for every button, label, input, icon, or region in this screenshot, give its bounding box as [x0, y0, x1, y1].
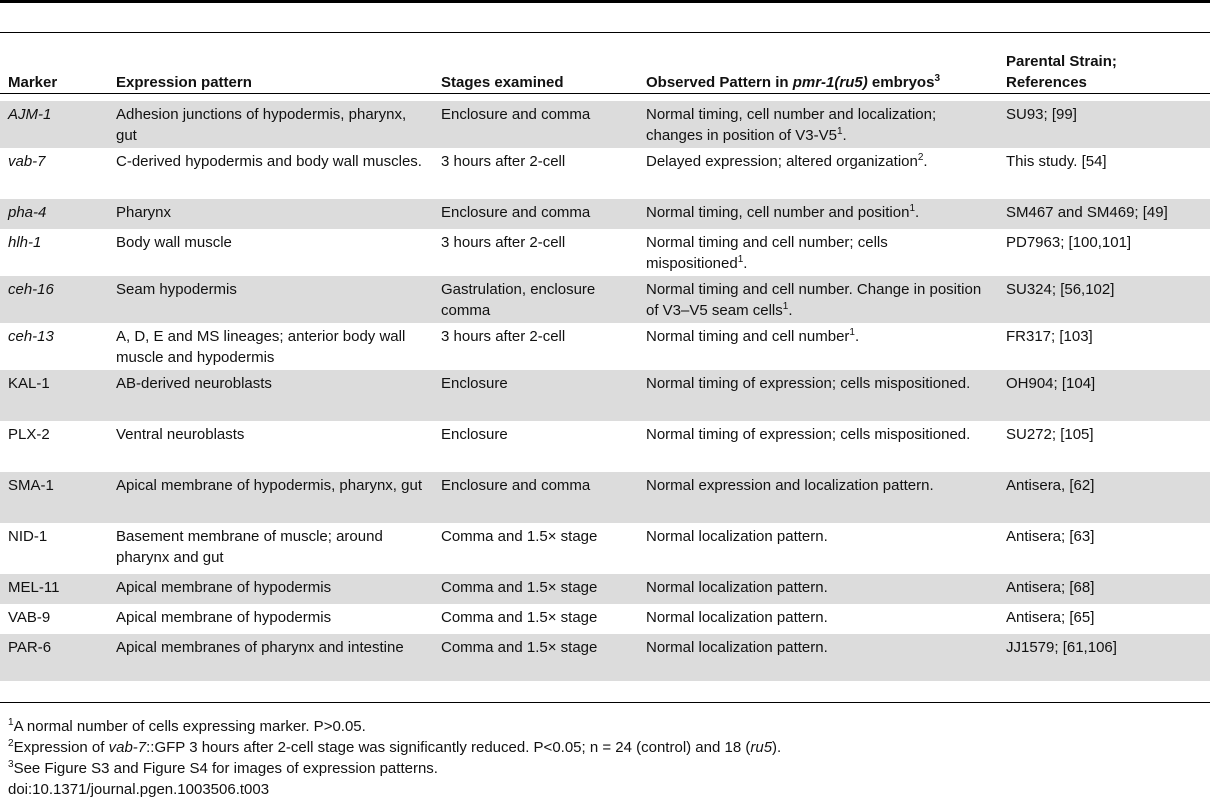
cell-marker: ceh-13 [8, 328, 54, 345]
cell-parental-strain: OH904; [104] [998, 370, 1210, 421]
cell-stages-examined: Comma and 1.5× stage [433, 634, 638, 681]
cell-expression-pattern: Pharynx [108, 199, 433, 229]
cell-observed-pattern [638, 229, 998, 276]
footnote-ref: 1 [737, 254, 744, 265]
header-marker: Marker [8, 74, 58, 91]
observed-text: Normal timing, cell number and position [646, 204, 910, 221]
cell-observed-pattern [638, 276, 998, 323]
table-row [0, 370, 1210, 421]
header-expression-pattern: Expression pattern [116, 74, 252, 91]
cell-stages-examined: 3 hours after 2-cell [441, 328, 566, 345]
table-row [0, 574, 1210, 604]
cell-parental-strain: This study. [54] [1006, 153, 1107, 170]
cell-marker: VAB-9 [8, 609, 51, 626]
footnote-ref: 1 [849, 327, 855, 338]
cell-observed-pattern [638, 323, 998, 370]
cell-marker: hlh-1 [8, 234, 42, 251]
cell-parental-strain: SU272; [105] [1006, 426, 1094, 443]
observed-text: Normal expression and localization pattern. [646, 477, 934, 494]
cell-stages-examined: Gastrulation, enclosure comma [433, 276, 638, 323]
cell-expression-pattern: Ventral neuroblasts [116, 426, 245, 443]
observed-text: Normal timing and cell number [646, 328, 850, 345]
cell-stages-examined: Enclosure [433, 370, 638, 421]
cell-parental-strain: SU324; [56,102] [998, 276, 1210, 323]
cell-parental-strain: Antisera; [68] [998, 574, 1210, 604]
cell-observed-pattern [638, 199, 998, 229]
cell-parental-strain: PD7963; [100,101] [1006, 234, 1132, 251]
observed-text: Normal timing and cell number; cells mispositioned [646, 234, 888, 272]
cell-parental-strain: SU93; [99] [998, 101, 1210, 148]
cell-marker: SMA-1 [0, 472, 108, 523]
table-row [0, 199, 1210, 229]
cell-expression-pattern: C-derived hypodermis and body wall muscles. [116, 153, 422, 170]
cell-marker: KAL-1 [0, 370, 108, 421]
observed-text: Normal localization pattern. [646, 579, 828, 596]
cell-stages-examined: Comma and 1.5× stage [441, 528, 598, 545]
table-row [0, 323, 1210, 370]
table-row [0, 523, 1210, 574]
table-bottom-rule [0, 702, 1210, 703]
cell-marker: vab-7 [8, 153, 46, 170]
observed-text: Normal localization pattern. [646, 609, 828, 626]
observed-text: Delayed expression; altered organization [646, 153, 918, 170]
header-parental-strain: Parental Strain; References [1006, 53, 1117, 91]
cell-expression-pattern: Apical membrane of hypodermis [108, 574, 433, 604]
cell-expression-pattern: Apical membrane of hypodermis, pharynx, gut [108, 472, 433, 523]
table-row [0, 472, 1210, 523]
cell-expression-pattern: Apical membrane of hypodermis [116, 609, 332, 626]
table-row [0, 148, 1210, 199]
table-row [0, 229, 1210, 276]
cell-parental-strain: JJ1579; [61,106] [998, 634, 1210, 681]
footnote-ref: 1 [909, 203, 916, 214]
cell-parental-strain: Antisera; [65] [1006, 609, 1095, 626]
cell-marker: PAR-6 [0, 634, 108, 681]
cell-observed-pattern [638, 523, 998, 574]
cell-expression-pattern: Basement membrane of muscle; around pharynx and gut [116, 528, 383, 566]
observed-end: . [788, 302, 793, 319]
cell-stages-examined: Enclosure and comma [433, 472, 638, 523]
cell-parental-strain: FR317; [103] [1006, 328, 1093, 345]
cell-stages-examined: Enclosure and comma [433, 101, 638, 148]
cell-marker: NID-1 [8, 528, 48, 545]
table-row [0, 421, 1210, 472]
footnote-ref: 1 [782, 301, 789, 312]
cell-parental-strain: Antisera, [62] [998, 472, 1210, 523]
cell-expression-pattern: AB-derived neuroblasts [108, 370, 433, 421]
observed-end: . [842, 127, 847, 144]
cell-observed-pattern [638, 421, 998, 472]
cell-expression-pattern: Apical membranes of pharynx and intestine [108, 634, 433, 681]
observed-end: . [915, 204, 920, 221]
footnote-3: $^3$See Figure S3 and Figure S4 for images of expression patterns. [8, 759, 438, 777]
cell-stages-examined: 3 hours after 2-cell [441, 153, 566, 170]
observed-text: Normal localization pattern. [646, 528, 828, 545]
cell-parental-strain: Antisera; [63] [1006, 528, 1095, 545]
cell-expression-pattern: Adhesion junctions of hypodermis, pharynx, gut [108, 101, 433, 148]
cell-expression-pattern: Seam hypodermis [108, 276, 433, 323]
observed-end: . [854, 328, 860, 345]
observed-end: . [923, 153, 928, 170]
observed-end: . [743, 255, 748, 272]
cell-observed-pattern [638, 604, 998, 634]
cell-stages-examined: Enclosure [441, 426, 508, 443]
table-row [0, 604, 1210, 634]
cell-observed-pattern [638, 574, 998, 604]
observed-text: Normal timing, cell number and localization; changes in position of V3-V5 [646, 106, 937, 144]
cell-stages-examined: Comma and 1.5× stage [433, 574, 638, 604]
cell-observed-pattern [638, 634, 998, 681]
doi-line: doi:10.1371/journal.pgen.1003506.t003 [8, 781, 270, 798]
footnote-ref: 1 [836, 126, 843, 137]
header-stages-examined: Stages examined [441, 74, 564, 91]
table-footnotes [8, 716, 781, 800]
table-top-rule [0, 0, 1210, 3]
cell-marker: ceh-16 [0, 276, 108, 323]
observed-text: Normal localization pattern. [646, 639, 828, 656]
marker-table [0, 33, 1210, 681]
cell-stages-examined: Enclosure and comma [433, 199, 638, 229]
table-row [0, 101, 1210, 148]
table-row [0, 276, 1210, 323]
cell-marker: pha-4 [0, 199, 108, 229]
table-header-row [0, 33, 1210, 101]
observed-text: Normal timing of expression; cells mispositioned. [646, 375, 971, 392]
cell-stages-examined: Comma and 1.5× stage [441, 609, 598, 626]
cell-marker: MEL-11 [0, 574, 108, 604]
cell-marker: PLX-2 [8, 426, 50, 443]
cell-observed-pattern [638, 148, 998, 199]
header-observed-pattern: Observed Pattern in pmr-1(ru5) embryos$^3$ [646, 73, 940, 91]
cell-expression-pattern: Body wall muscle [116, 234, 232, 251]
cell-expression-pattern: A, D, E and MS lineages; anterior body wall muscle and hypodermis [116, 328, 406, 366]
cell-observed-pattern [638, 101, 998, 148]
cell-parental-strain: SM467 and SM469; [49] [998, 199, 1210, 229]
table-row [0, 634, 1210, 681]
cell-observed-pattern [638, 370, 998, 421]
footnote-1: $^1$A normal number of cells expressing marker. P>0.05. [8, 717, 366, 735]
footnote-ref: 2 [917, 152, 924, 163]
observed-text: Normal timing and cell number. Change in position of V3–V5 seam cells [646, 281, 982, 319]
observed-text: Normal timing of expression; cells mispositioned. [646, 426, 971, 443]
cell-observed-pattern [638, 472, 998, 523]
footnote-2: $^2$Expression of vab-7::GFP 3 hours after 2-cell stage was significantly reduced. P<0.05; n = 24 (control) and 18 (ru5). [8, 738, 782, 756]
cell-marker: AJM-1 [0, 101, 108, 148]
cell-stages-examined: 3 hours after 2-cell [441, 234, 566, 251]
